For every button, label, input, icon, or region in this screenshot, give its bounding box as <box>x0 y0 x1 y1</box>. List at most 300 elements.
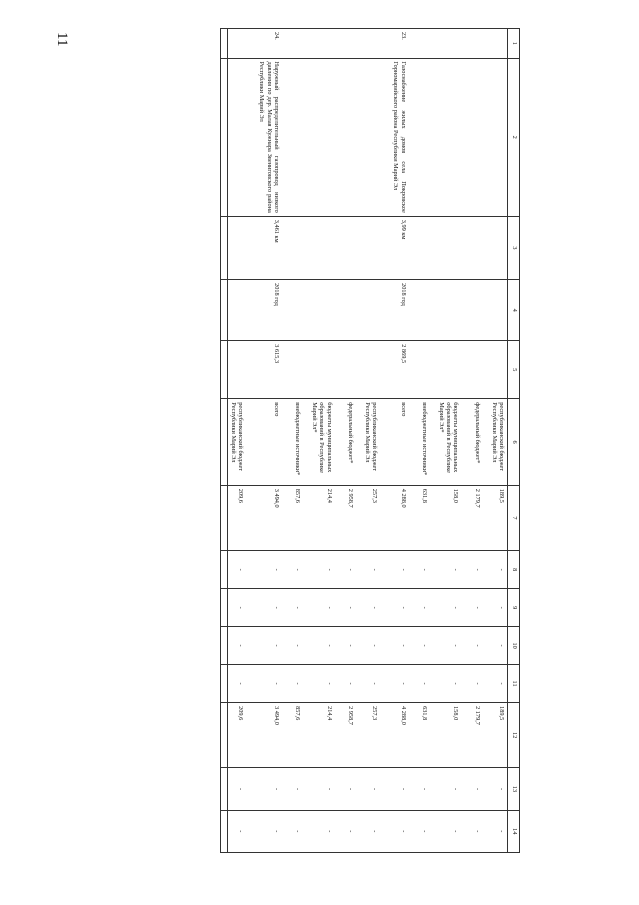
spacer-cell <box>246 589 256 627</box>
spacer-cell <box>303 399 309 486</box>
column-number-row <box>508 29 520 853</box>
spacer-row <box>483 29 489 853</box>
spacer-cell <box>430 216 436 279</box>
spacer-cell <box>409 399 419 486</box>
empty-dash-cell: - <box>309 627 335 665</box>
empty-dash-cell: - <box>471 627 482 665</box>
object-length-cell <box>345 216 356 279</box>
funding-source-cell: республиканский бюджет Республики Марий Эл <box>489 399 508 486</box>
empty-dash-cell: - <box>489 810 508 852</box>
object-year-cell: 2018 год <box>256 280 282 341</box>
object-length-cell <box>419 216 430 279</box>
spacer-cell <box>461 768 471 810</box>
empty-dash-cell: - <box>390 768 408 810</box>
object-cost-cell: 3 615,3 <box>256 341 282 399</box>
funding-source-cell: бюджеты муниципальных образований в Республике Марий Эл* <box>436 399 462 486</box>
spacer-cell <box>356 399 362 486</box>
column-header: 6 <box>508 399 520 486</box>
object-length-cell <box>489 216 508 279</box>
object-length-cell <box>309 216 335 279</box>
spacer-cell <box>282 485 292 550</box>
spacer-cell <box>282 29 292 59</box>
spacer-cell <box>356 768 362 810</box>
spacer-cell <box>335 216 345 279</box>
spacer-cell <box>335 768 345 810</box>
table-row <box>292 29 303 853</box>
empty-dash-cell: - <box>489 589 508 627</box>
amount-cell: 158,0 <box>436 485 462 550</box>
spacer-cell <box>220 341 227 399</box>
amount-cell: 209,6 <box>227 485 246 550</box>
spacer-cell <box>409 485 419 550</box>
spacer-cell <box>483 29 489 59</box>
spacer-cell <box>220 485 227 550</box>
spacer-cell <box>220 216 227 279</box>
spacer-cell <box>461 29 471 59</box>
record-number-cell <box>292 29 303 59</box>
spacer-cell <box>409 280 419 341</box>
funding-source-cell: республиканский бюджет Республики Марий Эл <box>362 399 380 486</box>
spacer-cell <box>335 551 345 589</box>
spacer-cell <box>335 810 345 852</box>
object-length-cell <box>436 216 462 279</box>
empty-dash-cell: - <box>345 589 356 627</box>
object-cost-cell <box>471 341 482 399</box>
spacer-cell <box>246 768 256 810</box>
amount-cell: 214,4 <box>309 703 335 768</box>
spacer-cell <box>380 280 390 341</box>
spacer-cell <box>282 280 292 341</box>
table-row <box>345 29 356 853</box>
spacer-cell <box>409 703 419 768</box>
spacer-row <box>430 29 436 853</box>
record-number-cell <box>436 29 462 59</box>
empty-dash-cell: - <box>345 665 356 703</box>
column-header: 1 <box>508 29 520 59</box>
spacer-cell <box>409 665 419 703</box>
table-row <box>362 29 380 853</box>
spacer-cell <box>356 216 362 279</box>
amount-cell: 2 958,7 <box>345 703 356 768</box>
empty-dash-cell: - <box>489 627 508 665</box>
amount-cell: 209,6 <box>227 703 246 768</box>
object-year-cell <box>309 280 335 341</box>
spacer-cell <box>430 280 436 341</box>
spacer-cell <box>356 703 362 768</box>
spacer-cell <box>220 551 227 589</box>
spacer-cell <box>430 551 436 589</box>
spacer-cell <box>409 58 419 216</box>
empty-dash-cell: - <box>471 589 482 627</box>
spacer-cell <box>461 58 471 216</box>
empty-dash-cell: - <box>390 551 408 589</box>
spacer-cell <box>282 399 292 486</box>
spacer-cell <box>246 58 256 216</box>
column-header: 3 <box>508 216 520 279</box>
spacer-cell <box>303 589 309 627</box>
record-number-cell: 23. <box>390 29 408 59</box>
spacer-cell <box>356 58 362 216</box>
spacer-cell <box>483 665 489 703</box>
spacer-cell <box>335 280 345 341</box>
amount-cell: 158,0 <box>436 703 462 768</box>
object-cost-cell <box>345 341 356 399</box>
object-year-cell <box>345 280 356 341</box>
empty-dash-cell: - <box>227 665 246 703</box>
spacer-cell <box>483 551 489 589</box>
spacer-row <box>303 29 309 853</box>
object-length-cell <box>292 216 303 279</box>
empty-dash-cell: - <box>489 665 508 703</box>
object-name-cell <box>471 58 482 216</box>
spacer-cell <box>356 341 362 399</box>
column-header: 11 <box>508 665 520 703</box>
empty-dash-cell: - <box>436 665 462 703</box>
spacer-cell <box>303 627 309 665</box>
object-year-cell: 2018 год <box>390 280 408 341</box>
spacer-cell <box>409 627 419 665</box>
spacer-cell <box>246 665 256 703</box>
record-number-cell: 24. <box>256 29 282 59</box>
empty-dash-cell: - <box>227 551 246 589</box>
spacer-cell <box>220 29 227 59</box>
empty-dash-cell: - <box>256 627 282 665</box>
empty-dash-cell: - <box>390 589 408 627</box>
empty-dash-cell: - <box>256 810 282 852</box>
spacer-cell <box>380 58 390 216</box>
column-header: 4 <box>508 280 520 341</box>
spacer-cell <box>409 810 419 852</box>
spacer-cell <box>380 703 390 768</box>
spacer-cell <box>303 58 309 216</box>
spacer-cell <box>483 810 489 852</box>
object-name-cell <box>227 58 246 216</box>
spacer-cell <box>483 627 489 665</box>
amount-cell: 2 179,7 <box>471 485 482 550</box>
spacer-cell <box>430 589 436 627</box>
object-cost-cell <box>489 341 508 399</box>
spacer-cell <box>483 768 489 810</box>
spacer-cell <box>335 485 345 550</box>
spacer-cell <box>282 341 292 399</box>
spacer-row <box>246 29 256 853</box>
amount-cell: 189,5 <box>489 703 508 768</box>
empty-dash-cell: - <box>309 768 335 810</box>
spacer-cell <box>282 627 292 665</box>
spacer-cell <box>430 29 436 59</box>
amount-cell: 857,6 <box>292 703 303 768</box>
empty-dash-cell: - <box>471 768 482 810</box>
spacer-cell <box>220 665 227 703</box>
spacer-cell <box>282 768 292 810</box>
spacer-cell <box>430 703 436 768</box>
funding-source-cell: республиканский бюджет Республики Марий Эл <box>227 399 246 486</box>
table-body <box>220 29 507 853</box>
empty-dash-cell: - <box>419 589 430 627</box>
record-number-cell <box>309 29 335 59</box>
column-header: 8 <box>508 551 520 589</box>
empty-dash-cell: - <box>227 589 246 627</box>
spacer-cell <box>483 216 489 279</box>
spacer-cell <box>409 551 419 589</box>
object-length-cell: 3,99 км <box>390 216 408 279</box>
spacer-cell <box>409 589 419 627</box>
spacer-cell <box>220 58 227 216</box>
spacer-cell <box>356 589 362 627</box>
spacer-cell <box>483 399 489 486</box>
spacer-cell <box>461 485 471 550</box>
object-cost-cell <box>436 341 462 399</box>
empty-dash-cell: - <box>309 810 335 852</box>
spacer-cell <box>409 29 419 59</box>
record-number-cell <box>419 29 430 59</box>
amount-cell: 257,3 <box>362 485 380 550</box>
spacer-cell <box>335 58 345 216</box>
record-number-cell <box>362 29 380 59</box>
spacer-cell <box>282 589 292 627</box>
object-name-cell: Газоснабжение жилых домов села Покровское Горномарийского района Республики Марий Эл <box>390 58 408 216</box>
spacer-cell <box>461 341 471 399</box>
spacer-cell <box>246 703 256 768</box>
spacer-cell <box>380 29 390 59</box>
empty-dash-cell: - <box>362 589 380 627</box>
empty-dash-cell: - <box>436 551 462 589</box>
spacer-cell <box>461 627 471 665</box>
record-number-cell <box>471 29 482 59</box>
object-year-cell <box>419 280 430 341</box>
spacer-row <box>220 29 227 853</box>
empty-dash-cell: - <box>292 627 303 665</box>
empty-dash-cell: - <box>471 810 482 852</box>
spacer-cell <box>430 627 436 665</box>
object-year-cell <box>436 280 462 341</box>
empty-dash-cell: - <box>436 589 462 627</box>
funding-source-cell: федеральный бюджет* <box>471 399 482 486</box>
table-row <box>471 29 482 853</box>
amount-cell: 257,3 <box>362 703 380 768</box>
empty-dash-cell: - <box>419 810 430 852</box>
object-name-cell: Наружный распределительный газопровод низкого давления по дер. Малая Кужнара Звениговского района Республики Марий Эл <box>256 58 282 216</box>
empty-dash-cell: - <box>489 551 508 589</box>
spacer-cell <box>220 768 227 810</box>
object-cost-cell <box>309 341 335 399</box>
empty-dash-cell: - <box>292 810 303 852</box>
table-row <box>309 29 335 853</box>
record-number-cell <box>227 29 246 59</box>
empty-dash-cell: - <box>390 627 408 665</box>
spacer-cell <box>335 399 345 486</box>
object-name-cell <box>345 58 356 216</box>
amount-cell: 4 288,0 <box>390 485 408 550</box>
empty-dash-cell: - <box>292 768 303 810</box>
spacer-cell <box>246 551 256 589</box>
spacer-row <box>282 29 292 853</box>
spacer-row <box>409 29 419 853</box>
spacer-cell <box>461 216 471 279</box>
spacer-cell <box>246 810 256 852</box>
spacer-cell <box>483 589 489 627</box>
table-row <box>419 29 430 853</box>
spacer-cell <box>246 280 256 341</box>
empty-dash-cell: - <box>471 665 482 703</box>
object-year-cell <box>227 280 246 341</box>
spacer-cell <box>220 810 227 852</box>
amount-cell: 631,8 <box>419 485 430 550</box>
spacer-cell <box>335 703 345 768</box>
spacer-cell <box>303 768 309 810</box>
empty-dash-cell: - <box>419 665 430 703</box>
empty-dash-cell: - <box>227 627 246 665</box>
empty-dash-cell: - <box>345 810 356 852</box>
funding-source-cell: внебюджетные источники* <box>292 399 303 486</box>
spacer-cell <box>483 341 489 399</box>
spacer-cell <box>220 627 227 665</box>
spacer-cell <box>380 768 390 810</box>
empty-dash-cell: - <box>419 627 430 665</box>
empty-dash-cell: - <box>227 768 246 810</box>
spacer-cell <box>282 665 292 703</box>
object-name-cell <box>489 58 508 216</box>
spacer-row <box>461 29 471 853</box>
spacer-cell <box>303 341 309 399</box>
record-number-cell <box>489 29 508 59</box>
spacer-cell <box>282 216 292 279</box>
spacer-cell <box>246 399 256 486</box>
empty-dash-cell: - <box>309 589 335 627</box>
spacer-cell <box>220 399 227 486</box>
spacer-cell <box>220 280 227 341</box>
spacer-cell <box>303 280 309 341</box>
object-length-cell <box>362 216 380 279</box>
empty-dash-cell: - <box>419 768 430 810</box>
empty-dash-cell: - <box>345 551 356 589</box>
funding-source-cell: внебюджетные источники* <box>419 399 430 486</box>
spacer-cell <box>335 627 345 665</box>
spacer-cell <box>461 589 471 627</box>
spacer-cell <box>356 665 362 703</box>
object-name-cell <box>362 58 380 216</box>
empty-dash-cell: - <box>436 768 462 810</box>
empty-dash-cell: - <box>309 665 335 703</box>
object-year-cell <box>489 280 508 341</box>
object-name-cell <box>419 58 430 216</box>
record-number-cell <box>345 29 356 59</box>
column-header: 5 <box>508 341 520 399</box>
empty-dash-cell: - <box>362 768 380 810</box>
object-cost-cell <box>227 341 246 399</box>
amount-cell: 189,5 <box>489 485 508 550</box>
spacer-cell <box>246 29 256 59</box>
spacer-cell <box>356 29 362 59</box>
spacer-cell <box>483 485 489 550</box>
spacer-cell <box>461 280 471 341</box>
column-header: 9 <box>508 589 520 627</box>
spacer-cell <box>335 665 345 703</box>
empty-dash-cell: - <box>489 768 508 810</box>
object-length-cell <box>227 216 246 279</box>
table-wrapper <box>108 28 520 853</box>
empty-dash-cell: - <box>345 768 356 810</box>
empty-dash-cell: - <box>362 810 380 852</box>
empty-dash-cell: - <box>256 551 282 589</box>
spacer-cell <box>380 551 390 589</box>
empty-dash-cell: - <box>436 627 462 665</box>
spacer-cell <box>380 665 390 703</box>
funding-source-cell: всего <box>390 399 408 486</box>
empty-dash-cell: - <box>345 627 356 665</box>
spacer-cell <box>409 768 419 810</box>
spacer-cell <box>282 551 292 589</box>
empty-dash-cell: - <box>362 551 380 589</box>
amount-cell: 4 288,0 <box>390 703 408 768</box>
object-length-cell <box>471 216 482 279</box>
empty-dash-cell: - <box>227 810 246 852</box>
spacer-cell <box>356 485 362 550</box>
empty-dash-cell: - <box>256 665 282 703</box>
spacer-cell <box>430 341 436 399</box>
table-row <box>227 29 246 853</box>
spacer-cell <box>461 703 471 768</box>
table-row <box>256 29 282 853</box>
spacer-cell <box>246 341 256 399</box>
spacer-cell <box>356 280 362 341</box>
spacer-cell <box>380 399 390 486</box>
spacer-cell <box>380 589 390 627</box>
object-cost-cell <box>419 341 430 399</box>
funding-source-cell: бюджеты муниципальных образований в Республике Марий Эл* <box>309 399 335 486</box>
empty-dash-cell: - <box>390 810 408 852</box>
spacer-cell <box>303 29 309 59</box>
spacer-cell <box>461 551 471 589</box>
spacer-cell <box>246 485 256 550</box>
column-header: 13 <box>508 768 520 810</box>
object-name-cell <box>309 58 335 216</box>
spacer-cell <box>461 810 471 852</box>
column-header: 10 <box>508 627 520 665</box>
spacer-cell <box>303 216 309 279</box>
spacer-cell <box>409 216 419 279</box>
empty-dash-cell: - <box>362 627 380 665</box>
column-header: 2 <box>508 58 520 216</box>
empty-dash-cell: - <box>362 665 380 703</box>
empty-dash-cell: - <box>309 551 335 589</box>
spacer-cell <box>483 280 489 341</box>
spacer-cell <box>380 341 390 399</box>
object-year-cell <box>292 280 303 341</box>
table-row <box>489 29 508 853</box>
object-cost-cell <box>362 341 380 399</box>
empty-dash-cell: - <box>256 589 282 627</box>
spacer-cell <box>430 399 436 486</box>
empty-dash-cell: - <box>292 665 303 703</box>
object-year-cell <box>362 280 380 341</box>
object-year-cell <box>471 280 482 341</box>
spacer-cell <box>430 665 436 703</box>
spacer-cell <box>335 341 345 399</box>
spacer-row <box>356 29 362 853</box>
spacer-cell <box>356 551 362 589</box>
funding-source-cell: всего <box>256 399 282 486</box>
spacer-cell <box>430 485 436 550</box>
amount-cell: 631,8 <box>419 703 430 768</box>
object-cost-cell <box>292 341 303 399</box>
spacer-cell <box>430 58 436 216</box>
page-number: 11 <box>54 32 70 47</box>
amount-cell: 857,6 <box>292 485 303 550</box>
spacer-cell <box>409 341 419 399</box>
spacer-cell <box>380 627 390 665</box>
spacer-cell <box>461 399 471 486</box>
